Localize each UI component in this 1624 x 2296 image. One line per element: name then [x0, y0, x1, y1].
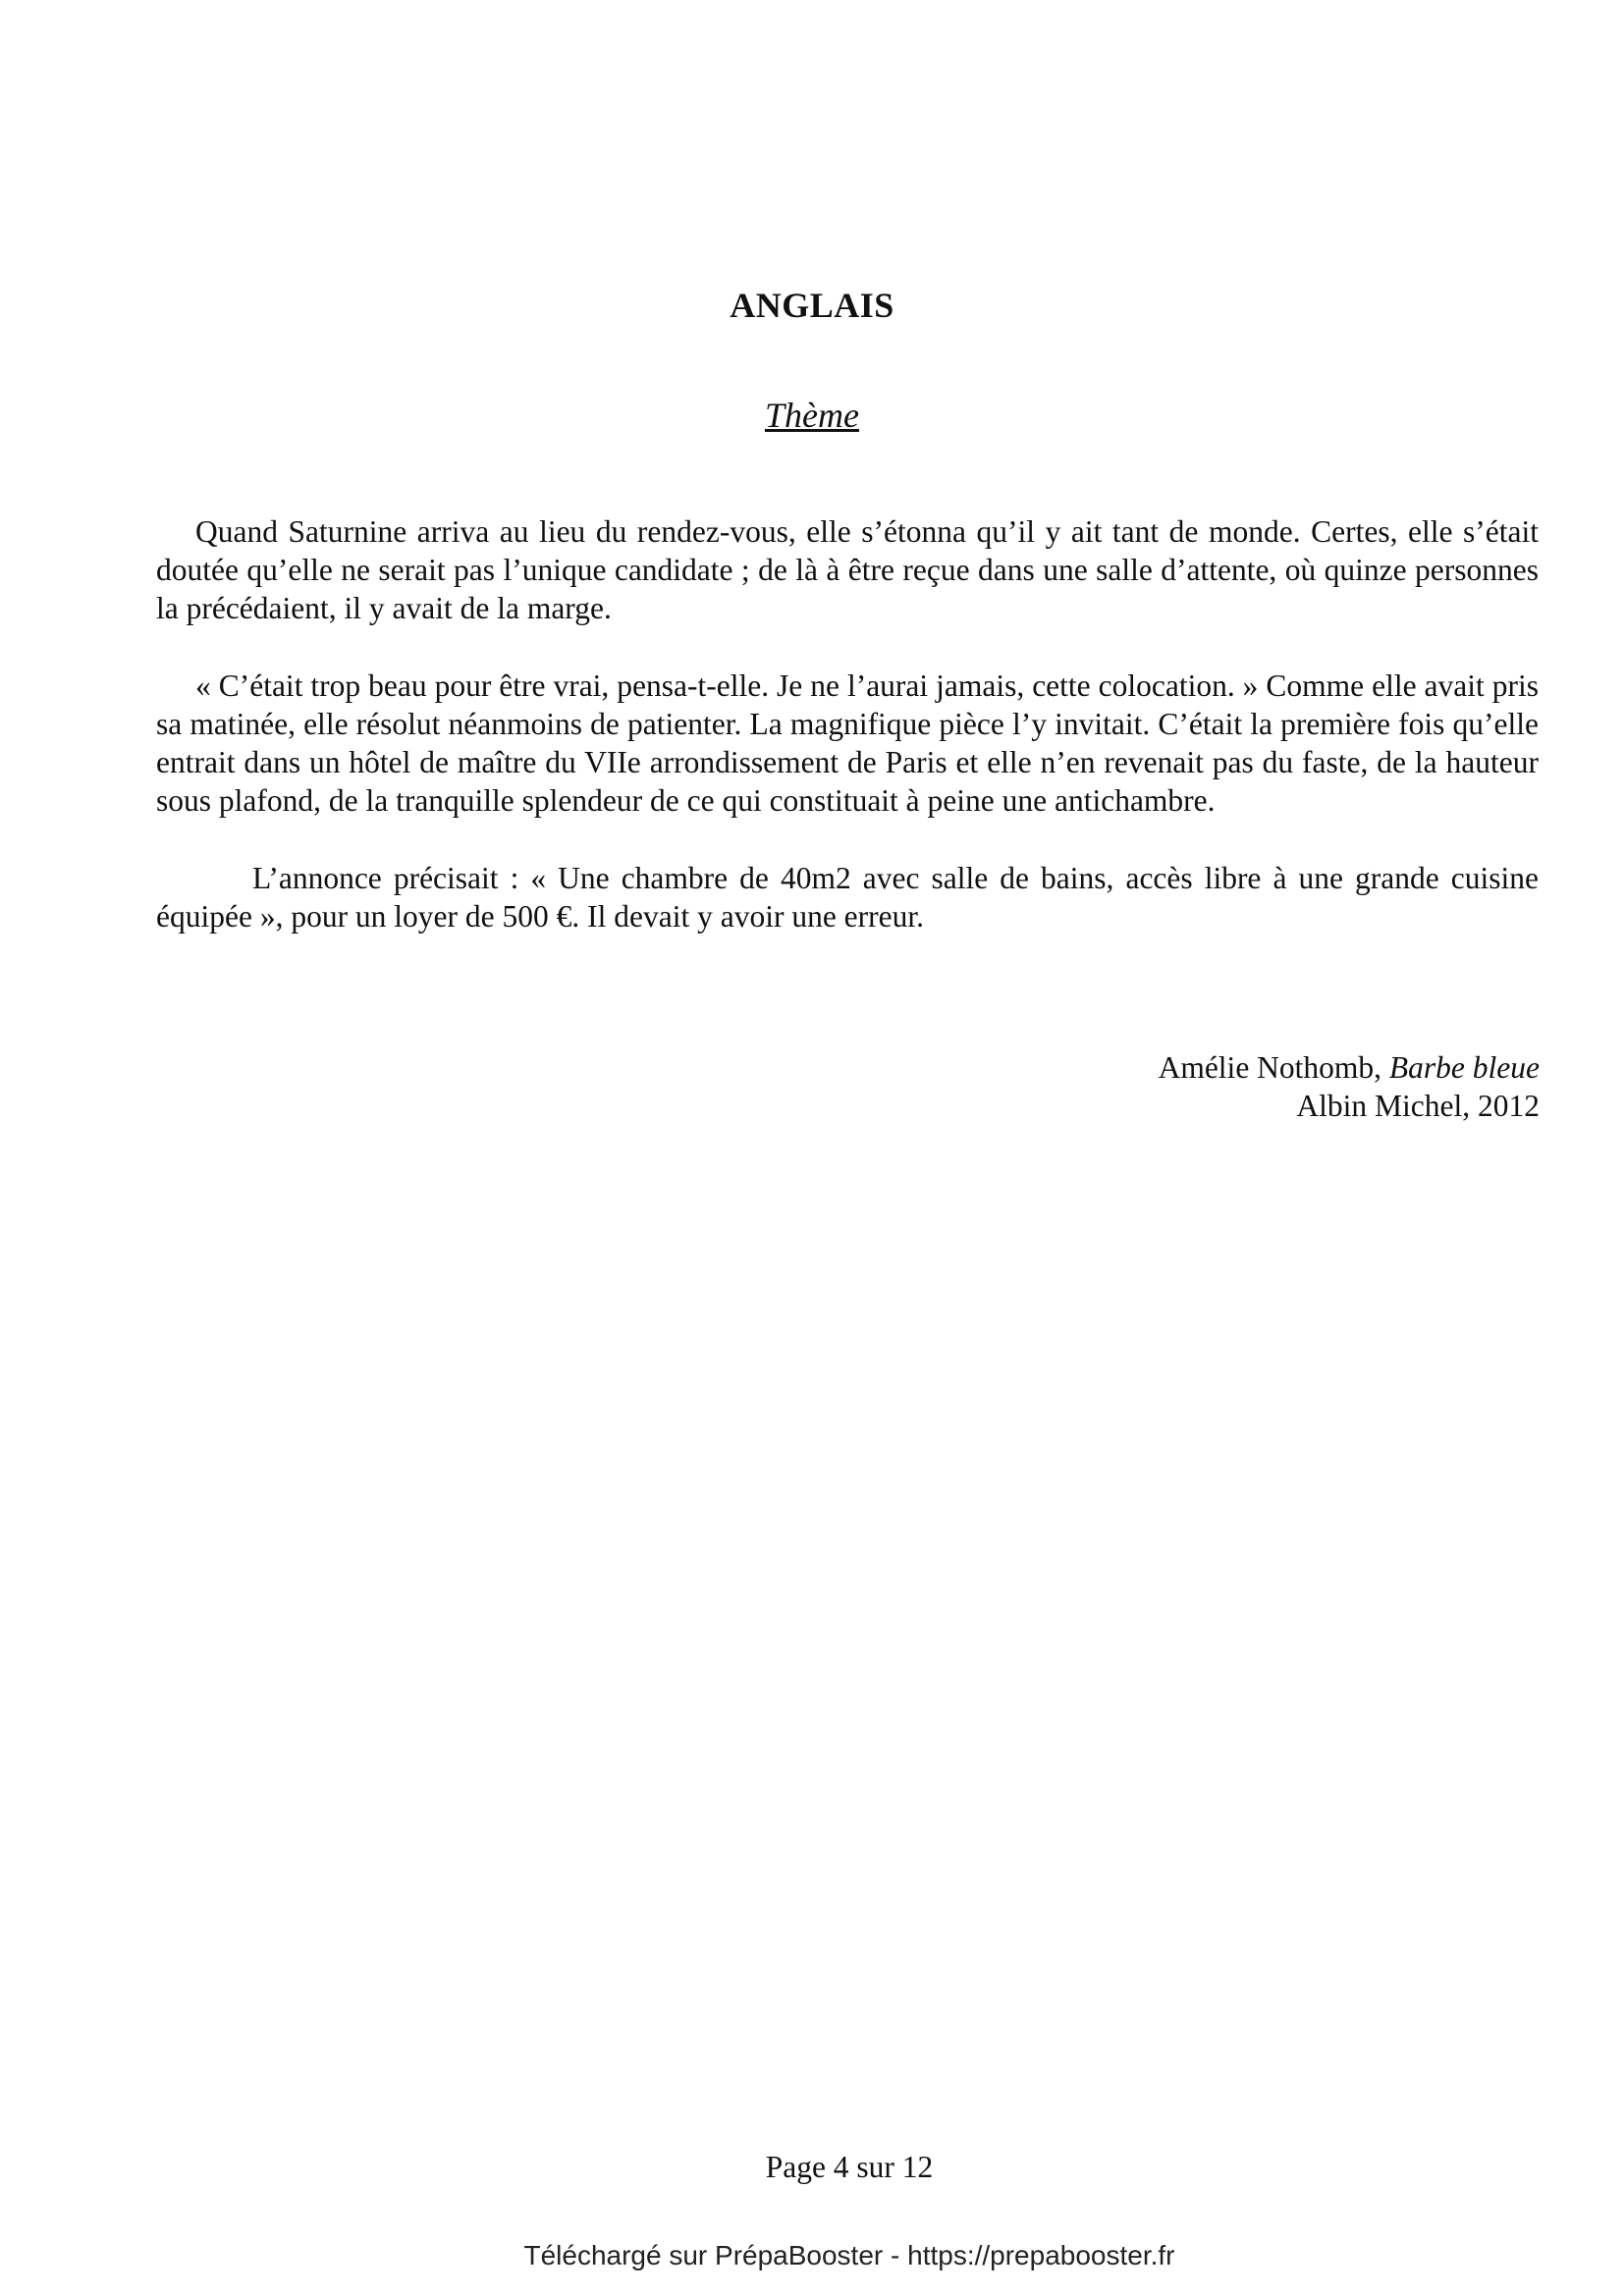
body-text: [156, 512, 1539, 975]
attribution-work: Barbe bleue: [1388, 1050, 1540, 1085]
page-number: Page 4 sur 12: [765, 2150, 934, 2184]
page-title: ANGLAIS: [730, 286, 894, 325]
download-footer: Téléchargé sur PrépaBooster - https://prepabooster.fr: [523, 2240, 1175, 2270]
paragraph-1: Quand Saturnine arriva au lieu du rendez-vous, elle s’étonna qu’il y ait tant de monde. Certes, elle s’était doutée qu’elle ne serait pas l’unique candidate ; de là à être reçue dans une salle d’attente, où quinze personnes la précédaient, il y avait de la marge.: [156, 514, 1539, 625]
paragraph-2: « C’était trop beau pour être vrai, pensa-t-elle. Je ne l’aurai jamais, cette colocation. » Comme elle avait pris sa matinée, elle résolut néanmoins de patienter. La magnifique pièce l’y invitait. C’était la première fois qu’elle entrait dans un hôtel de maître du VIIe arrondissement de Paris et elle n’en revenait pas du faste, de la hauteur sous plafond, de la tranquille splendeur de ce qui constituait à peine une antichambre.: [156, 668, 1539, 818]
attribution: [1159, 1048, 1540, 1125]
attribution-author: Amélie Nothomb,: [1158, 1050, 1389, 1085]
page-subtitle: Thème: [765, 396, 859, 435]
paragraph-3: L’annonce précisait : « Une chambre de 40m2 avec salle de bains, accès libre à une grande cuisine équipée », pour un loyer de 500 €. Il devait y avoir une erreur.: [156, 861, 1539, 934]
attribution-publisher: Albin Michel, 2012: [1296, 1089, 1540, 1123]
attribution-author-line: [1159, 1048, 1540, 1087]
